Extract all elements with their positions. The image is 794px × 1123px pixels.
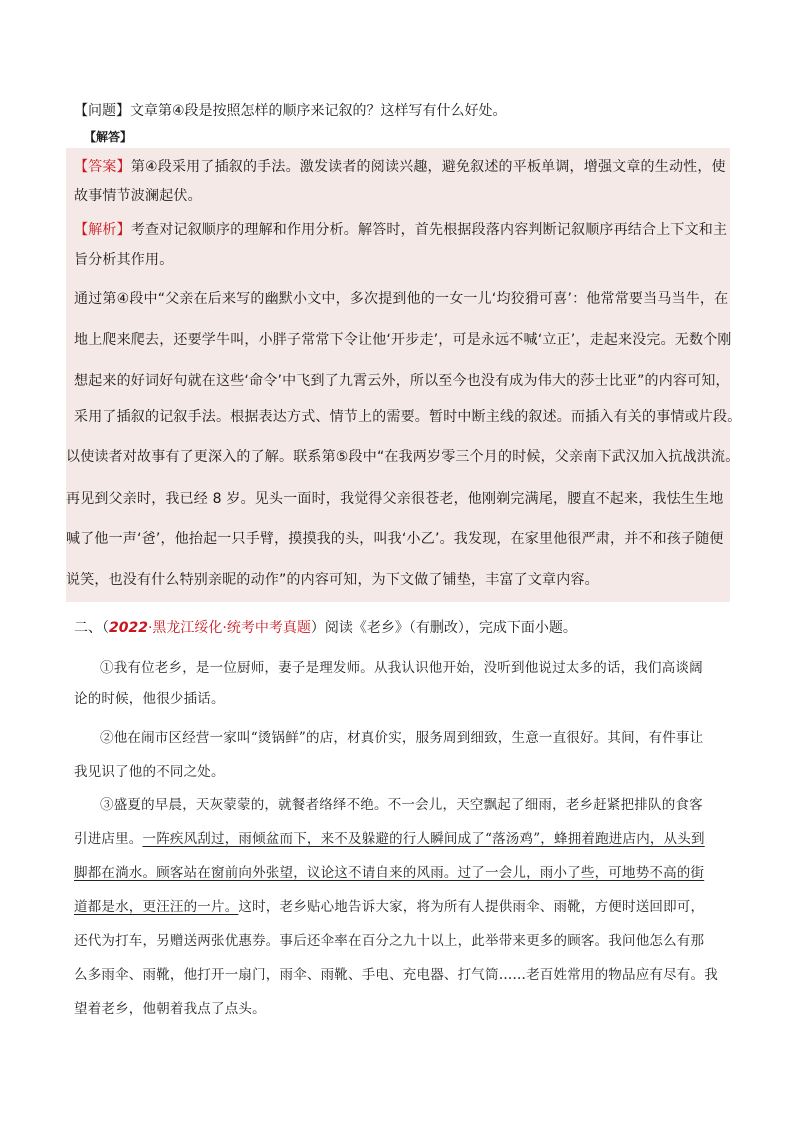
passage-line: 我见识了他的不同之处。 bbox=[74, 764, 225, 780]
underlined-sentence: 一阵疾风刮过，雨倾盆而下，来不及躲避的行人瞬间成了“落汤鸡”，蜂拥着跑进店内，从头到 bbox=[142, 831, 705, 847]
analysis-body-line: 采用了插叙的记叙手法。根据表达方式、情节上的需要。暂时中断主线的叙述。而插入有关的事情或片段。 bbox=[74, 409, 742, 425]
section-2-heading bbox=[74, 617, 577, 637]
answer-tag: 【答案】 bbox=[74, 159, 131, 175]
answer-analysis-panel bbox=[66, 148, 742, 602]
passage-line: ①我有位老乡，是一位厨师，妻子是理发师。从我认识他开始，没听到他说过太多的话，我们高谈阔 bbox=[100, 660, 703, 676]
underlined-sentence: 道都是水，更汪汪的一片。 bbox=[74, 899, 239, 915]
question-text: 【问题】文章第④段是按照怎样的顺序来记叙的？这样写有什么好处。 bbox=[74, 103, 507, 119]
passage-line: 么多雨伞、雨靴，他打开一扇门，雨伞、雨靴、手电、充电器、打气筒……老百姓常用的物品应有尽有。我 bbox=[74, 967, 718, 983]
section-2-prefix: 二、（ bbox=[74, 620, 109, 636]
passage-line: 还代为打车，另赠送两张优惠券。事后还伞率在百分之九十以上，此举带来更多的顾客。我问他怎么有那 bbox=[74, 933, 705, 949]
analysis-line-1 bbox=[74, 219, 727, 239]
analysis-body-line: 通过第④段中“父亲在后来写的幽默小文中，多次提到他的一女一儿‘均狡猾可喜’：他常常要当马当牛，在 bbox=[74, 291, 729, 307]
passage-text: 引进店里。 bbox=[74, 831, 143, 847]
analysis-body-line: 以使读者对故事有了更深入的了解。联系第⑤段中“在我两岁零三个月的时候，父亲南下武汉加入抗战洪流。 bbox=[66, 449, 740, 465]
passage-line: ③盛夏的早晨，天灰蒙蒙的，就餐者络绎不绝。不一会儿，天空飘起了细雨，老乡赶紧把排队的食客 bbox=[100, 797, 703, 813]
analysis-body-line: 再见到父亲时，我已经 8 岁。见头一面时，我觉得父亲很苍老，他刚剃完满尾，腰直不起来，我怯生生地 bbox=[66, 491, 724, 507]
section-2-suffix: ）阅读《老乡》（有删改），完成下面小题。 bbox=[310, 620, 577, 636]
passage-line: 论的时候，他很少插话。 bbox=[74, 691, 225, 707]
passage-line: 望着老乡，他朝着我点了点头。 bbox=[74, 1001, 266, 1017]
analysis-body-line: 想起来的好词好句就在这些‘命令’中飞到了九霄云外，所以至今也没有成为伟大的莎士比亚”的内容可知， bbox=[74, 373, 730, 389]
answer-line-2: 故事情节波澜起伏。 bbox=[74, 188, 202, 204]
passage-line bbox=[74, 895, 704, 915]
analysis-body-line: 喊了他一声‘爸’，他抬起一只手臂，摸摸我的头，叫我‘小乙’。我发现，在家里他很严肃，并不和孩子随便 bbox=[66, 531, 724, 547]
jieda-label: 【解答】 bbox=[84, 130, 133, 144]
analysis-line-2: 旨分析其作用。 bbox=[74, 252, 174, 268]
underlined-sentence: 脚都在淌水。顾客站在窗前向外张望，议论这不请自来的风雨。过了一会儿，雨小了些，可地势不高的街 bbox=[74, 865, 705, 881]
analysis-body-line: 说笑，也没有什么特别亲昵的动作”的内容可知，为下文做了铺垫，丰富了文章内容。 bbox=[66, 572, 599, 588]
analysis-text-1: 考查对记叙顺序的理解和作用分析。解答时，首先根据段落内容判断记叙顺序再结合上下文和主 bbox=[130, 222, 728, 238]
passage-text: 这时，老乡贴心地告诉大家，将为所有人提供雨伞、雨靴，方便时送回即可， bbox=[238, 899, 705, 915]
section-2-source: ·黑龙江绥化·统考中考真题 bbox=[147, 620, 311, 636]
passage-line: ②他在闹市区经营一家叫“烫锅鲜”的店，材真价实，服务周到细致，生意一直很好。其间，有件事让 bbox=[100, 730, 704, 746]
section-2-year: 2022 bbox=[109, 620, 148, 636]
answer-line-1 bbox=[74, 156, 726, 176]
analysis-body-line: 地上爬来爬去，还要学牛叫，小胖子常常下令让他‘开步走’，可是永远不喊‘立正’，走起来没完。无数个刚 bbox=[74, 332, 732, 348]
analysis-tag: 【解析】 bbox=[74, 222, 131, 238]
answer-text-1: 第④段采用了插叙的手法。激发读者的阅读兴趣，避免叙述的平板单调，增强文章的生动性，使 bbox=[130, 159, 726, 175]
passage-line bbox=[74, 827, 705, 847]
